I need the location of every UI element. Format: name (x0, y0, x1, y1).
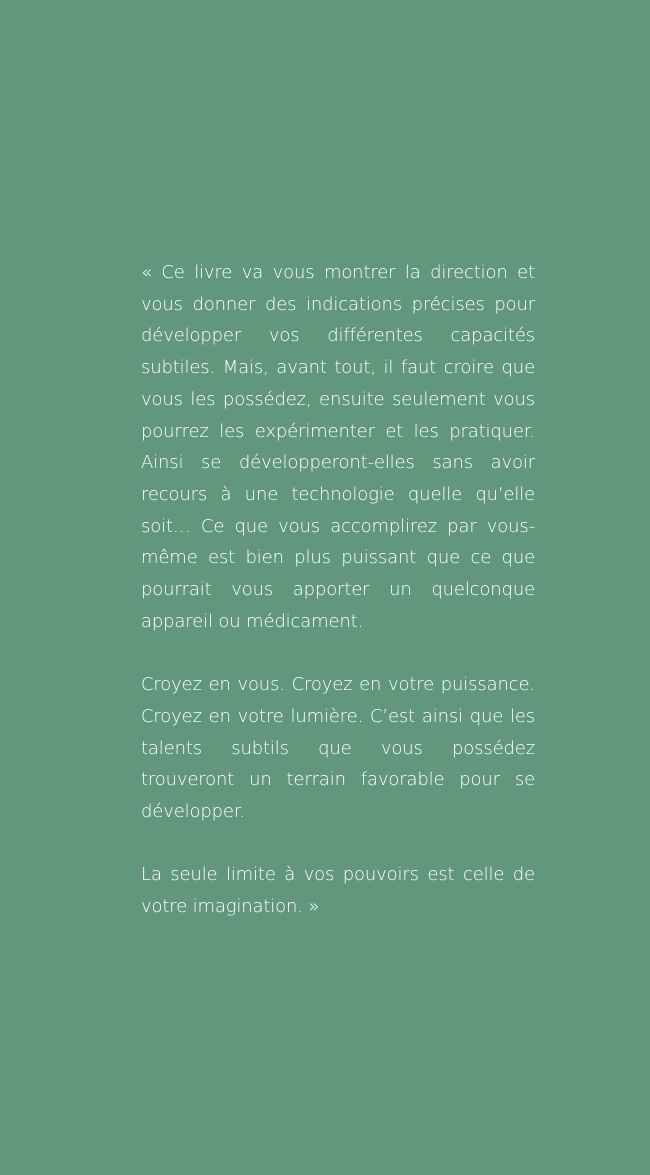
quote-paragraph-2: Croyez en vous. Croyez en votre puissance. Croyez en votre lumière. C’est ainsi que les talents subtils que vous possédez trouveront un terrain favorable pour se développer. (141, 674, 535, 822)
quote-paragraph-1: « Ce livre va vous montrer la direction et vous donner des indications précises pour développer vos différentes capacités subtiles. Mais, avant tout, il faut croire que vous les possédez, ensuite seulement vous pourrez les expérimenter et les pratiquer. Ainsi se développeront-elles sans avoir recours à une technologie quelle qu’elle soit… Ce que vous accomplirez par vous-même est bien plus puissant que ce que pourrait vous apporter un quelconque appareil ou médicament. (141, 262, 535, 632)
back-cover-quote (141, 257, 535, 923)
quote-paragraph-3: La seule limite à vos pouvoirs est celle de votre imagination. » (141, 864, 535, 918)
